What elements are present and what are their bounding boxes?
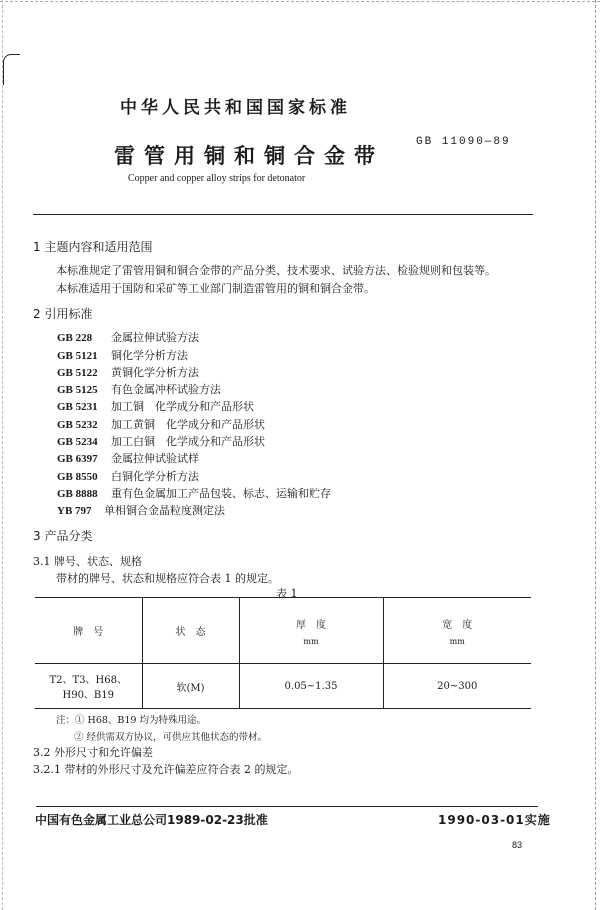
header-unit: mm xyxy=(303,636,319,646)
header-label: 状 态 xyxy=(175,627,206,638)
document-title: 雷管用铜和铜合金带 xyxy=(114,144,384,168)
reference-title: 加工黄铜 化学成分和产品形状 xyxy=(111,418,265,431)
reference-code: GB 8550 xyxy=(57,471,98,483)
reference-code: GB 6397 xyxy=(57,453,98,465)
reference-code: GB 5232 xyxy=(57,419,98,431)
reference-code: GB 5122 xyxy=(57,367,98,379)
table-1 xyxy=(35,597,531,709)
header-label: 厚 度 xyxy=(296,619,326,631)
reference-item xyxy=(57,347,188,363)
reference-title: 黄铜化学分析方法 xyxy=(111,366,199,379)
cell-width: 20~300 xyxy=(383,664,531,709)
reference-title: 重有色金属加工产品包装、标志、运输和贮存 xyxy=(111,487,331,500)
grade-line: H90、B19 xyxy=(62,690,115,701)
reference-title: 单相铜合金晶粒度测定法 xyxy=(104,504,225,517)
table-row xyxy=(35,664,531,709)
reference-title: 白铜化学分析方法 xyxy=(111,470,199,483)
section-3-1-text: 带材的牌号、状态和规格应符合表 1 的规定。 xyxy=(56,572,279,585)
reference-title: 加工铜 化学成分和产品形状 xyxy=(111,400,254,413)
section-2-heading: 2 引用标准 xyxy=(33,307,93,321)
reference-title: 有色金属冲杯试验方法 xyxy=(111,383,221,396)
scan-edge-right xyxy=(595,0,597,910)
table-note xyxy=(56,712,206,726)
reference-item xyxy=(57,433,265,449)
reference-item xyxy=(57,468,199,484)
reference-code: YB 797 xyxy=(57,505,92,517)
effective-date: 1990-03-01实施 xyxy=(438,813,551,827)
approval-line: 中国有色金属工业总公司1989-02-23批准 xyxy=(35,813,268,827)
footer-divider xyxy=(36,806,538,807)
reference-code: GB 8888 xyxy=(57,488,98,500)
header-divider xyxy=(33,214,533,215)
page-number: 83 xyxy=(512,840,523,850)
cell-grade xyxy=(35,664,142,709)
reference-code: GB 5125 xyxy=(57,384,98,396)
section-3-2-1-text: 3.2.1 带材的外形尺寸及允许偏差应符合表 2 的规定。 xyxy=(33,763,299,776)
note-item: ② 经供需双方协议，可供应其他状态的带材。 xyxy=(74,732,268,743)
col-header-temper xyxy=(142,598,239,664)
note-item: ① H68、B19 均为特殊用途。 xyxy=(75,715,206,726)
reference-item xyxy=(57,381,221,397)
section-3-2-heading: 3.2 外形尺寸和允许偏差 xyxy=(33,746,153,759)
section-1-heading: 1 主题内容和适用范围 xyxy=(33,240,153,254)
reference-code: GB 228 xyxy=(57,332,93,344)
header-label: 牌 号 xyxy=(73,627,104,638)
reference-item xyxy=(57,416,265,432)
section-1-paragraph: 本标准适用于国防和采矿等工业部门制造雷管用的铜和铜合金带。 xyxy=(56,282,375,295)
grade-line: T2、T3、H68、 xyxy=(49,675,127,686)
reference-code: GB 5231 xyxy=(57,401,98,413)
header-unit: mm xyxy=(449,636,465,646)
reference-title: 金属拉伸试验试样 xyxy=(111,452,199,465)
reference-title: 金属拉伸试验方法 xyxy=(111,331,199,344)
table-1-caption: 表 1 xyxy=(276,587,298,600)
standard-code: GB 11090—89 xyxy=(416,136,511,148)
section-1-paragraph: 本标准规定了雷管用铜和铜合金带的产品分类、技术要求、试验方法、检验规则和包装等。 xyxy=(56,264,496,277)
reference-item xyxy=(57,450,199,466)
cell-temper: 软(M) xyxy=(142,664,239,709)
corner-crop-mark xyxy=(3,54,20,85)
reference-title: 加工白铜 化学成分和产品形状 xyxy=(111,435,265,448)
reference-code: GB 5234 xyxy=(57,436,98,448)
note-label: 注： xyxy=(56,715,76,726)
col-header-thickness xyxy=(239,598,383,664)
table-header-row xyxy=(35,598,531,664)
reference-item xyxy=(57,329,199,345)
reference-item xyxy=(57,364,199,380)
reference-title: 铜化学分析方法 xyxy=(111,349,188,362)
reference-item xyxy=(57,485,331,501)
reference-item xyxy=(57,398,254,414)
col-header-width xyxy=(383,598,531,664)
reference-code: GB 5121 xyxy=(57,350,98,362)
cell-thickness: 0.05~1.35 xyxy=(239,664,383,709)
scan-edge-top xyxy=(0,1,600,3)
col-header-grade xyxy=(35,598,142,664)
scan-edge-left xyxy=(2,0,4,910)
header-label: 宽 度 xyxy=(442,619,473,631)
section-3-1-heading: 3.1 牌号、状态、规格 xyxy=(33,555,142,568)
section-3-heading: 3 产品分类 xyxy=(33,529,93,543)
standard-type: 中华人民共和国国家标准 xyxy=(120,98,351,118)
reference-item xyxy=(57,502,225,518)
document-title-english: Copper and copper alloy strips for detonator xyxy=(128,173,306,184)
